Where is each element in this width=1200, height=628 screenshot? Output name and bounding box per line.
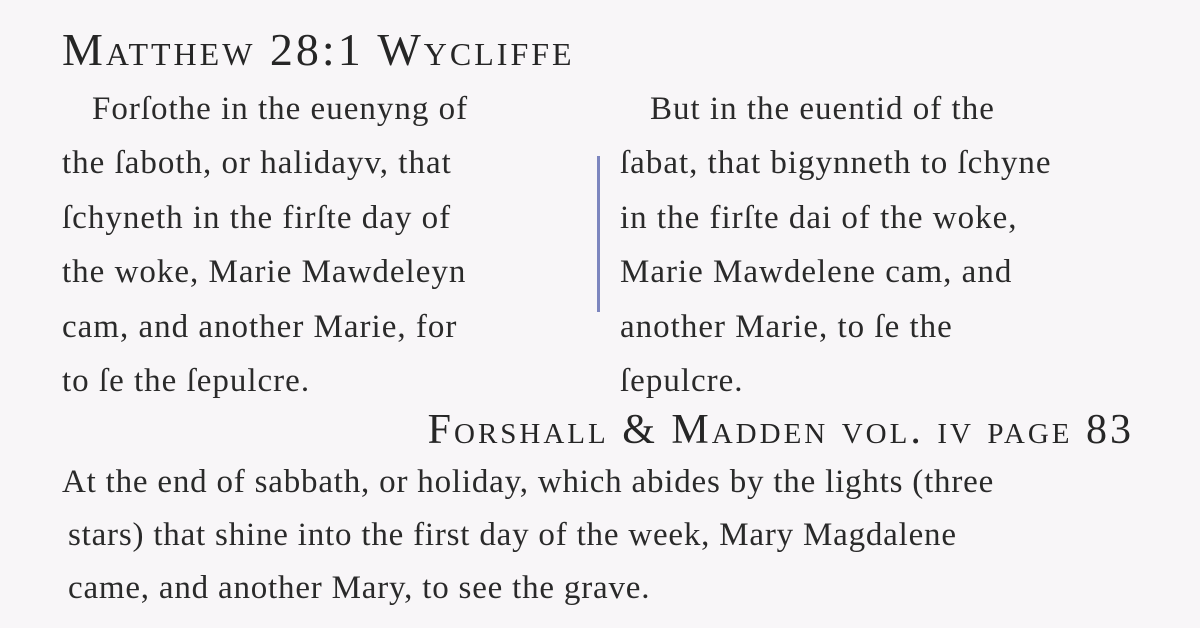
left-column-line: the ſaboth, or halidayv, that [62, 145, 452, 182]
page-title: Matthew 28:1 Wycliffe [62, 24, 575, 75]
right-column-text [620, 82, 1051, 408]
right-column-line: in the firſte dai of the woke, [620, 199, 1018, 236]
right-column-line: Marie Mawdelene cam, and [620, 254, 1013, 291]
right-column-line: ſabat, that bigynneth to ſchyne [620, 145, 1052, 182]
left-column-line: the woke, Marie Mawdeleyn [62, 254, 467, 291]
left-column-line: cam, and another Marie, for [62, 308, 458, 345]
translation-line: At the end of sabbath, or holiday, which abides by the lights (three [62, 464, 995, 500]
left-column-text [62, 82, 468, 408]
left-column-line: Forſothe in the euenyng of [92, 91, 469, 127]
right-column-line: But in the euentid of the [650, 91, 995, 127]
translation-line: came, and another Mary, to see the grave. [68, 570, 651, 606]
right-column-line: ſepulcre. [620, 363, 744, 400]
translation-line: stars) that shine into the first day of the week, Mary Magdalene [68, 517, 957, 553]
left-column-line: to ſe the ſepulcre. [62, 363, 311, 400]
source-heading: Forshall & Madden vol. iv page 83 [427, 407, 1134, 453]
column-divider [597, 156, 600, 312]
right-column-line: another Marie, to ſe the [620, 308, 953, 345]
left-column-line: ſchyneth in the firſte day of [62, 199, 452, 236]
modern-translation [62, 456, 1142, 615]
